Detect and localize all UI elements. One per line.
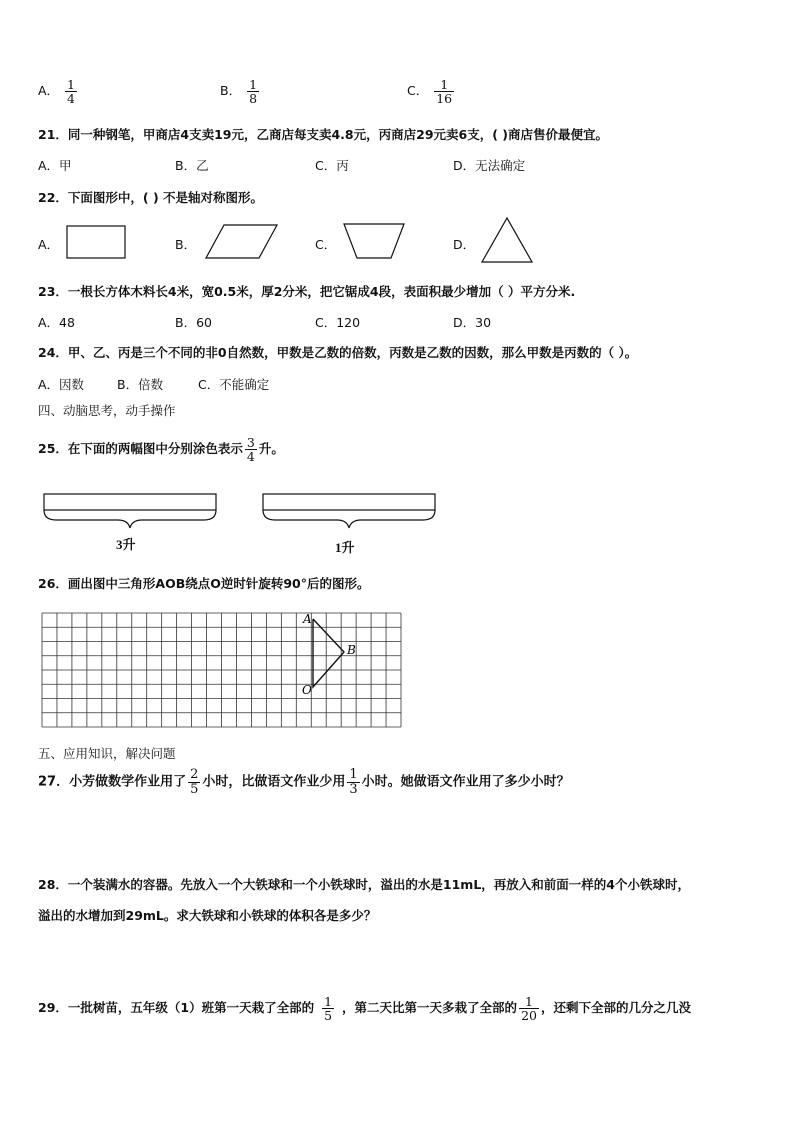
denominator: 8 (249, 91, 258, 107)
brace-1-liter (263, 510, 435, 528)
fraction (245, 436, 257, 463)
point-b-label: B (347, 643, 356, 657)
q22-option-c: C． (315, 237, 337, 252)
q22-shapes (0, 0, 794, 280)
q24-option-b: B．倍数 (117, 377, 164, 392)
grid-lines (42, 613, 401, 727)
denominator: 3 (349, 781, 358, 797)
section-heading-5: 五、应用知识，解决问题 (38, 746, 176, 761)
bar-label-1-liter: 1升 (335, 540, 355, 555)
rectangle-shape (67, 226, 125, 258)
q29-prefix: 29．一批树苗，五年级（1）班第一天栽了全部的 (38, 1000, 315, 1016)
q29-mid: ，第二天比第一天多栽了全部的 (342, 1000, 518, 1016)
brace-3-liters (44, 510, 216, 528)
q23-stem: 23．一根长方体木料长4米，宽0.5米，厚2分米，把它锯成4段，表面积最少增加（ ）平方分米. (38, 284, 576, 299)
q26-stem: 26．画出图中三角形AOB绕点O逆时针旋转90°后的图形。 (38, 576, 370, 591)
q29-suffix: ，还剩下全部的几分之几没 (540, 1000, 691, 1016)
q28-line-1: 28．一个装满水的容器。先放入一个大铁球和一个小铁球时，溢出的水是11mL，再放入和前面一样的4个小铁球时， (38, 877, 690, 892)
fraction (322, 995, 334, 1022)
section-heading-4: 四、动脑思考，动手操作 (38, 403, 176, 418)
q27-suffix: 小时。她做语文作业用了多少小时？ (361, 774, 570, 790)
q24-option-c: C．不能确定 (198, 377, 270, 392)
q28-line-2: 溢出的水增加到29mL。求大铁球和小铁球的体积各是多少？ (38, 908, 377, 923)
denominator: 4 (246, 449, 255, 465)
bar-1-liter (263, 494, 435, 510)
triangle-shape (482, 218, 532, 262)
numerator: 3 (246, 435, 255, 450)
q25-stem (38, 436, 284, 463)
q23-option-b: B．60 (175, 315, 212, 330)
denominator: 5 (190, 781, 199, 797)
parallelogram-shape (206, 225, 277, 258)
numerator: 1 (324, 994, 333, 1009)
denominator: 20 (521, 1008, 537, 1024)
q21-option-b: B．乙 (175, 158, 209, 173)
numerator: 2 (190, 767, 199, 782)
fraction (519, 995, 539, 1022)
q21-option-c: C．丙 (315, 158, 349, 173)
q21-option-a: A．甲 (38, 158, 72, 173)
q22-option-d: D． (453, 237, 476, 252)
denominator: 4 (67, 91, 75, 107)
denominator: 5 (324, 1008, 333, 1024)
triangle-aob (313, 619, 344, 687)
option-label: C． (407, 83, 429, 99)
fraction (347, 768, 359, 796)
q27-prefix: 27．小芳做数学作业用了 (38, 774, 187, 790)
fraction (188, 768, 200, 796)
q22-option-a: A． (38, 237, 60, 252)
q26-grid (0, 600, 794, 735)
numerator: 1 (249, 77, 258, 92)
bar-3-liters (44, 494, 216, 510)
q23-option-a: A．48 (38, 315, 75, 330)
q29-stem (38, 995, 691, 1022)
q23-option-c: C．120 (315, 315, 361, 330)
numerator: 1 (519, 995, 539, 1009)
option-label: A． (38, 83, 60, 99)
denominator: 16 (436, 91, 453, 107)
point-a-label: A (303, 612, 312, 626)
q25-prefix: 25．在下面的两幅图中分别涂色表示 (38, 441, 243, 457)
q24-option-a: A．因数 (38, 377, 85, 392)
numerator: 1 (349, 767, 358, 782)
q24-stem: 24．甲、乙、丙是三个不同的非0自然数，甲数是乙数的倍数，丙数是乙数的因数，那么甲数是丙数的（ ）。 (38, 345, 638, 360)
q27-stem (38, 768, 570, 796)
numerator: 1 (67, 77, 75, 92)
trapezoid-shape (344, 224, 404, 258)
q21-stem: 21．同一种钢笔，甲商店4支卖19元，乙商店每支卖4.8元，丙商店29元卖6支，( )商店售价最便宜。 (38, 127, 609, 142)
q25-suffix: 升。 (258, 441, 284, 457)
q22-stem: 22．下面图形中，( ) 不是轴对称图形。 (38, 190, 264, 205)
bar-label-3-liters: 3升 (116, 537, 136, 552)
q22-option-b: B． (175, 237, 197, 252)
q23-option-d: D．30 (453, 315, 492, 330)
numerator: 1 (434, 78, 454, 92)
option-label: B． (220, 83, 242, 99)
q21-option-d: D．无法确定 (453, 158, 526, 173)
point-o-label: O (302, 683, 312, 697)
q27-mid: 小时，比做语文作业少用 (202, 774, 346, 790)
